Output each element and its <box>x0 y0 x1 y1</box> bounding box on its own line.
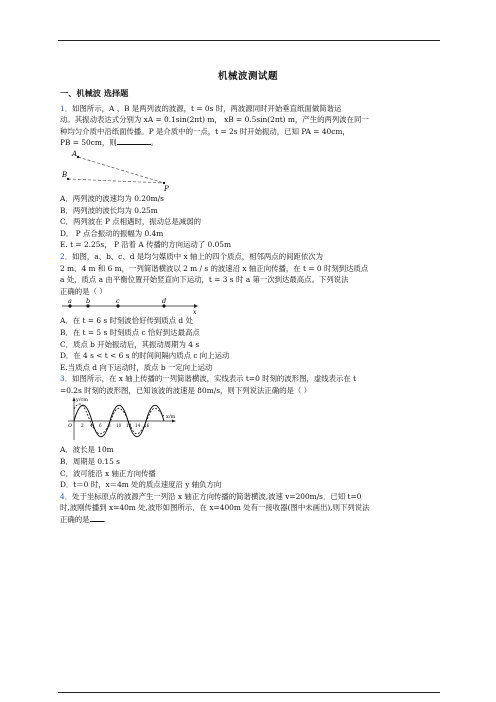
tick-label: 16 <box>144 423 150 429</box>
question-1 <box>60 103 440 251</box>
question-4-line-3: 正确的是 . <box>60 515 106 525</box>
question-1-option-a: A．两列波的波速均为 0.20m/s <box>60 193 164 203</box>
question-3-line-2: =0.2s 时刻的波形图，已知该波的波速是 80m/s，则下列说法正确的是（ ） <box>60 385 312 395</box>
tick-label: 6 <box>99 423 102 429</box>
question-2-line-3: a 处，质点 a 由平衡位置开始竖直向下运动，t = 3 s 时 a 第一次到达最高点。下列说法 <box>60 275 349 285</box>
question-1-figure <box>60 149 180 193</box>
source-a-point <box>77 156 79 158</box>
question-4-number: 4． <box>60 491 73 501</box>
source-b-point <box>67 178 69 180</box>
question-1-line-3: 种均匀介质中沿纸面传播。P 是介质中的一点，t = 2s 时开始振动，已知 PA = 40cm， <box>60 126 350 136</box>
question-1-line-2: 动。其振动表达式分别为 xA = 0.1sin(2πt) m， xB = 0.5sin(2πt) m，产生的两列波在同一 <box>60 115 369 125</box>
x-axis-arrow <box>194 304 198 308</box>
document-body <box>60 86 440 526</box>
label-a: A <box>72 149 78 158</box>
label-p: P <box>164 184 169 193</box>
question-3-option-a: A．波长是 10m <box>60 445 114 455</box>
question-4-line-1: 4．处于坐标原点的波源产生一列沿 x 轴正方向传播的简谐横波,波速 v=200m/s．已知 t=0 <box>60 491 362 501</box>
tick-label: 14 <box>135 423 141 429</box>
label-b: B <box>62 170 68 179</box>
question-1-option-c: C．两列波在 P 点相遇时，振动总是减弱的 <box>60 217 201 227</box>
label-c: c <box>116 297 120 306</box>
answer-blank <box>117 137 151 145</box>
question-3-figure <box>60 396 180 444</box>
page-title: 机械波测试题 <box>217 71 278 82</box>
question-1-option-b: B．两列波的波长均为 0.25m <box>60 205 158 215</box>
tick-label: 10 <box>116 423 122 429</box>
question-3-option-d: D．t＝0 时，x＝4m 处的质点速度沿 y 轴负方向 <box>60 480 222 490</box>
question-1-line-1: 1．如图所示，A 、B 是两列波的波源，t = 0s 时，两波源同时开始垂直纸面做简谐运 <box>60 103 342 113</box>
question-2-option-e: E.当质点 d 向下运动时，质点 b 一定向上运动 <box>60 362 213 372</box>
question-2-number: 2． <box>60 251 73 261</box>
header-rule <box>58 40 440 41</box>
label-y-axis: y/cm <box>76 397 89 404</box>
question-2-line-4: 正确的是（ ） <box>60 286 107 296</box>
question-3-option-b: B．周期是 0.15 s <box>60 457 120 467</box>
question-2-option-a: A．在 t = 6 s 时刻波恰好传到质点 d 处 <box>60 316 193 326</box>
answer-blank <box>90 514 104 522</box>
point-p <box>163 182 165 184</box>
line-ap <box>78 157 164 183</box>
question-2-line-2: 2 m、4 m 和 6 m，一列简谐横波以 2 m / s 的波速沿 x 轴正向传播，在 t = 0 时刻到达质点 <box>60 263 369 273</box>
tick-label: 12 <box>126 423 132 429</box>
label-d: d <box>162 297 167 306</box>
question-1-option-d: D． P 点合振动的振幅为 0.4m <box>60 228 164 238</box>
label-x: x <box>193 309 197 316</box>
question-4-line-2: 时,波刚传播到 x=40m 处,波形如图所示．在 x=400m 处有一接收器(图中未画出),则下列说法 <box>60 503 370 513</box>
question-2-line-1: 2．如图，a、b、c、d 是均匀媒质中 x 轴上的四个质点，相邻两点的间距依次为 <box>60 251 324 261</box>
line-bp <box>68 179 164 183</box>
question-2-option-c: C．质点 b 开始振动后，其振动周期为 4 s <box>60 339 200 349</box>
question-3-line-1: 3．如图所示，在 x 轴上传播的一列简谐横波，实线表示 t=0 时刻的波形图，虚线表示在 t <box>60 374 357 384</box>
question-4 <box>60 491 440 526</box>
label-b: b <box>86 297 91 306</box>
tick-label: 2 <box>81 423 84 429</box>
question-2 <box>60 251 440 373</box>
question-2-figure <box>60 297 200 315</box>
tick-label: 4 <box>90 423 93 429</box>
question-1-line-4: PB = 50cm，则 。 <box>60 138 159 148</box>
footer-rule <box>58 692 440 693</box>
question-2-option-b: B．在 t = 5 s 时刻质点 c 恰好到达最高点 <box>60 327 200 337</box>
label-x-axis: x/m <box>166 414 176 421</box>
question-2-option-d: D．在 4 s < t < 6 s 的时间间隔内质点 c 向上运动 <box>60 351 230 361</box>
label-a: a <box>68 297 72 306</box>
question-1-option-e: E. t = 2.25s， P 沿着 A 传播的方向运动了 0.05m <box>60 240 232 250</box>
question-3 <box>60 373 440 491</box>
section-heading: 一、机械波 选择题 <box>60 88 129 98</box>
question-3-number: 3． <box>60 374 73 384</box>
label-origin: O <box>68 423 73 430</box>
tick-label: 8 <box>108 423 111 429</box>
question-3-option-c: C．波可能沿 x 轴正方向传播 <box>60 468 156 478</box>
question-1-number: 1． <box>60 103 73 113</box>
